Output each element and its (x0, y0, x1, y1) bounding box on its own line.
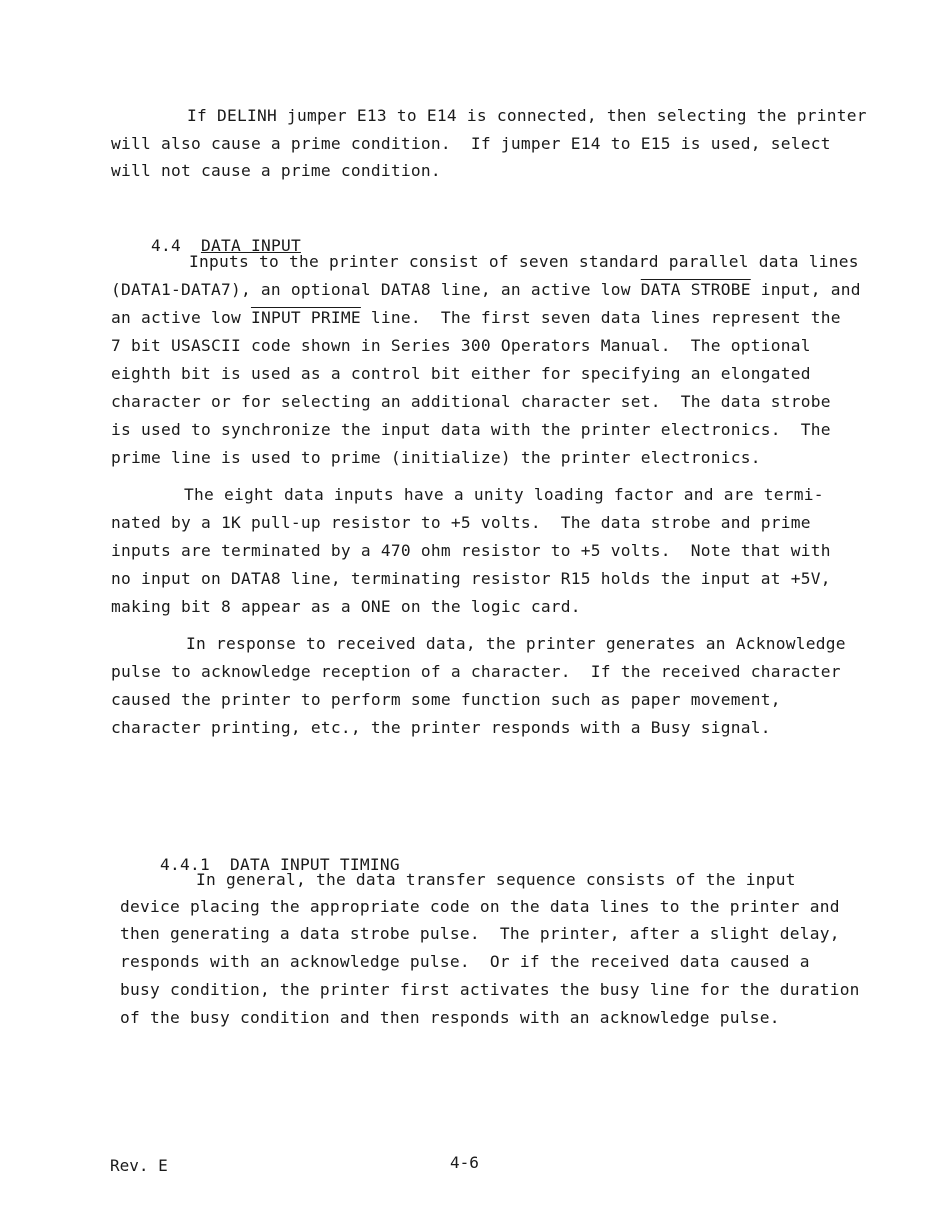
text-line: character or for selecting an additional character set. The data strobe (111, 392, 831, 411)
text-line: Inputs to the printer consist of seven standard parallel data lines (189, 252, 859, 271)
text-line: The eight data inputs have a unity loading factor and are termi- (184, 485, 824, 504)
text-line: no input on DATA8 line, terminating resistor R15 holds the input at +5V, (111, 569, 831, 588)
text-line: In general, the data transfer sequence consists of the input (196, 870, 796, 889)
text-line: of the busy condition and then responds with an acknowledge pulse. (120, 1008, 780, 1027)
text-line: (DATA1-DATA7), an optional DATA8 line, an active low DATA STROBE input, and (111, 280, 861, 299)
text-line: pulse to acknowledge reception of a character. If the received character (111, 662, 841, 681)
text-line: responds with an acknowledge pulse. Or if the received data caused a (120, 952, 810, 971)
text-line: prime line is used to prime (initialize) the printer electronics. (111, 448, 761, 467)
revision-label: Rev. E (110, 1156, 168, 1175)
text-line: character printing, etc., the printer responds with a Busy signal. (111, 718, 771, 737)
text-line: device placing the appropriate code on the data lines to the printer and (120, 897, 840, 916)
text-line: will not cause a prime condition. (111, 161, 441, 180)
page-number: 4-6 (450, 1153, 479, 1172)
text-line: busy condition, the printer first activates the busy line for the duration (120, 980, 860, 999)
section-number: 4.4 (150, 236, 181, 255)
text-line: then generating a data strobe pulse. The printer, after a slight delay, (120, 924, 840, 943)
text-line: nated by a 1K pull-up resistor to +5 volts. The data strobe and prime (111, 513, 811, 532)
signal-data-strobe: DATA STROBE (640, 280, 751, 299)
text-line: eighth bit is used as a control bit either for specifying an elongated (111, 364, 811, 383)
text-line: In response to received data, the printer generates an Acknowledge (186, 634, 846, 653)
section-title: DATA INPUT (200, 236, 301, 255)
text-line: caused the printer to perform some function such as paper movement, (111, 690, 781, 709)
text-line: an active low INPUT PRIME line. The first seven data lines represent the (111, 308, 841, 327)
subsection-title: DATA INPUT TIMING (229, 855, 400, 874)
subsection-number: 4.4.1 (159, 855, 210, 874)
text-line: is used to synchronize the input data with the printer electronics. The (111, 420, 831, 439)
text-line: making bit 8 appear as a ONE on the logic card. (111, 597, 581, 616)
text-line: 7 bit USASCII code shown in Series 300 Operators Manual. The optional (111, 336, 811, 355)
text-line: inputs are terminated by a 470 ohm resistor to +5 volts. Note that with (111, 541, 831, 560)
text-line: If DELINH jumper E13 to E14 is connected, then selecting the printer (187, 106, 867, 125)
signal-input-prime: INPUT PRIME (250, 308, 361, 327)
text-line: will also cause a prime condition. If jumper E14 to E15 is used, select (111, 134, 831, 153)
